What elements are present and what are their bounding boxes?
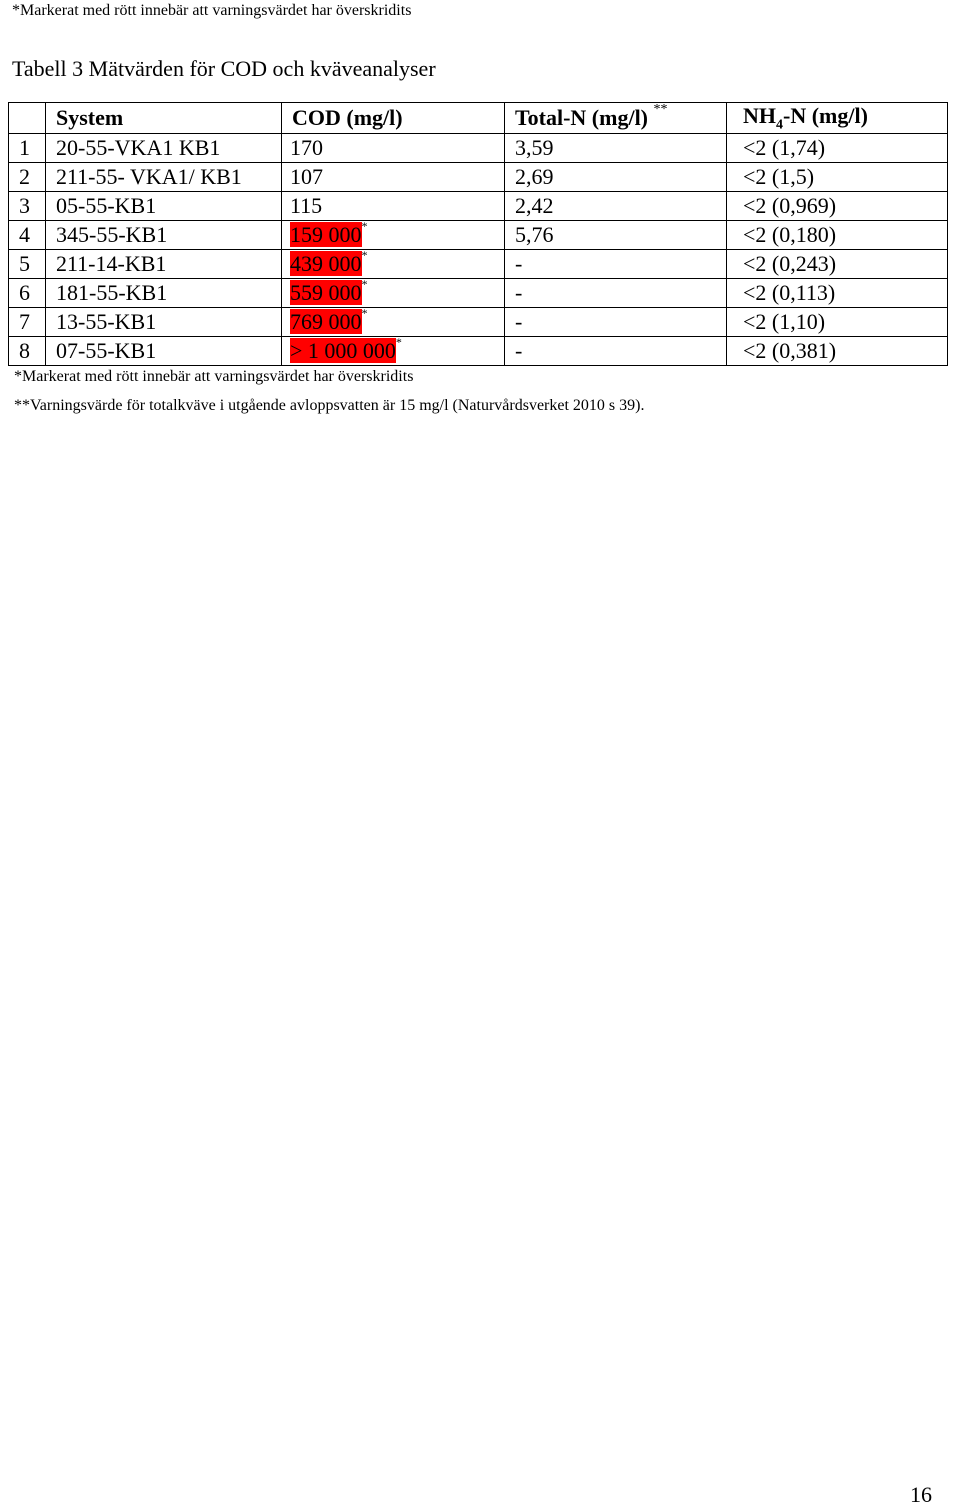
cell-system: 211-55- VKA1/ KB1 — [46, 163, 282, 192]
cell-system: 20-55-VKA1 KB1 — [46, 134, 282, 163]
footnote-warning-value: **Varningsvärde för totalkväve i utgående avloppsvatten är 15 mg/l (Naturvårdsverket 2010 s 39). — [14, 397, 645, 414]
cod-exceeded-mark: * — [361, 306, 368, 321]
cell-index: 3 — [9, 192, 46, 221]
header-total-n — [505, 103, 727, 134]
header-system: System — [46, 103, 282, 134]
cell-system: 13-55-KB1 — [46, 308, 282, 337]
cod-value: 107 — [290, 164, 323, 190]
cell-nh4-n: <2 (1,10) — [727, 308, 948, 337]
cod-value: 170 — [290, 135, 323, 161]
cell-system: 181-55-KB1 — [46, 279, 282, 308]
cell-total-n: 2,42 — [505, 192, 727, 221]
cell-nh4-n: <2 (0,243) — [727, 250, 948, 279]
table-row — [9, 163, 948, 192]
cell-cod — [282, 192, 505, 221]
cod-exceeded-mark: * — [395, 335, 402, 350]
cell-system: 07-55-KB1 — [46, 337, 282, 366]
header-total-n-label: Total-N (mg/l) — [515, 105, 649, 131]
table-row — [9, 134, 948, 163]
cell-index: 6 — [9, 279, 46, 308]
cell-system: 345-55-KB1 — [46, 221, 282, 250]
cell-cod — [282, 337, 505, 366]
cod-value: 439 000 — [290, 251, 362, 277]
cell-total-n: - — [505, 308, 727, 337]
table-row — [9, 221, 948, 250]
cod-value: > 1 000 000 — [290, 338, 396, 364]
cell-cod — [282, 163, 505, 192]
cell-nh4-n: <2 (1,5) — [727, 163, 948, 192]
cell-total-n: 2,69 — [505, 163, 727, 192]
cell-nh4-n: <2 (0,381) — [727, 337, 948, 366]
cell-index: 8 — [9, 337, 46, 366]
table-caption: Tabell 3 Mätvärden för COD och kväveanalyser — [12, 56, 436, 81]
header-nh4-n — [727, 103, 948, 134]
cell-index: 1 — [9, 134, 46, 163]
cod-value: 769 000 — [290, 309, 362, 335]
top-note: *Markerat med rött innebär att varningsvärdet har överskridits — [12, 2, 412, 19]
footnote-red-marking: *Markerat med rött innebär att varningsvärdet har överskridits — [14, 368, 414, 385]
table-row — [9, 250, 948, 279]
table-header-row — [9, 103, 948, 134]
cod-exceeded-mark: * — [361, 277, 368, 292]
cell-total-n: 3,59 — [505, 134, 727, 163]
cod-exceeded-mark: * — [361, 219, 368, 234]
cell-total-n: - — [505, 337, 727, 366]
cell-index: 5 — [9, 250, 46, 279]
header-index — [9, 103, 46, 134]
cod-value: 159 000 — [290, 222, 362, 248]
header-nh4-prefix: NH — [743, 103, 776, 128]
cell-cod — [282, 221, 505, 250]
cell-cod — [282, 308, 505, 337]
page-number: 16 — [910, 1482, 932, 1507]
cell-cod — [282, 250, 505, 279]
cell-system: 05-55-KB1 — [46, 192, 282, 221]
cell-cod — [282, 134, 505, 163]
cell-nh4-n: <2 (0,113) — [727, 279, 948, 308]
header-nh4-suffix: -N (mg/l) — [783, 103, 868, 128]
cod-value: 559 000 — [290, 280, 362, 306]
header-nh4-sub: 4 — [776, 117, 783, 133]
cell-nh4-n: <2 (0,180) — [727, 221, 948, 250]
cod-exceeded-mark: * — [361, 248, 368, 263]
cell-nh4-n: <2 (0,969) — [727, 192, 948, 221]
cell-total-n: - — [505, 250, 727, 279]
table-row — [9, 308, 948, 337]
cell-total-n: - — [505, 279, 727, 308]
measurement-table — [8, 102, 948, 366]
table-row — [9, 192, 948, 221]
cell-nh4-n: <2 (1,74) — [727, 134, 948, 163]
header-cod: COD (mg/l) — [282, 103, 505, 134]
cell-index: 2 — [9, 163, 46, 192]
table-row — [9, 279, 948, 308]
cell-system: 211-14-KB1 — [46, 250, 282, 279]
cell-index: 4 — [9, 221, 46, 250]
table-row — [9, 337, 948, 366]
cell-cod — [282, 279, 505, 308]
cell-index: 7 — [9, 308, 46, 337]
header-total-n-mark: ** — [653, 102, 668, 118]
cod-value: 115 — [290, 193, 323, 219]
cell-total-n: 5,76 — [505, 221, 727, 250]
